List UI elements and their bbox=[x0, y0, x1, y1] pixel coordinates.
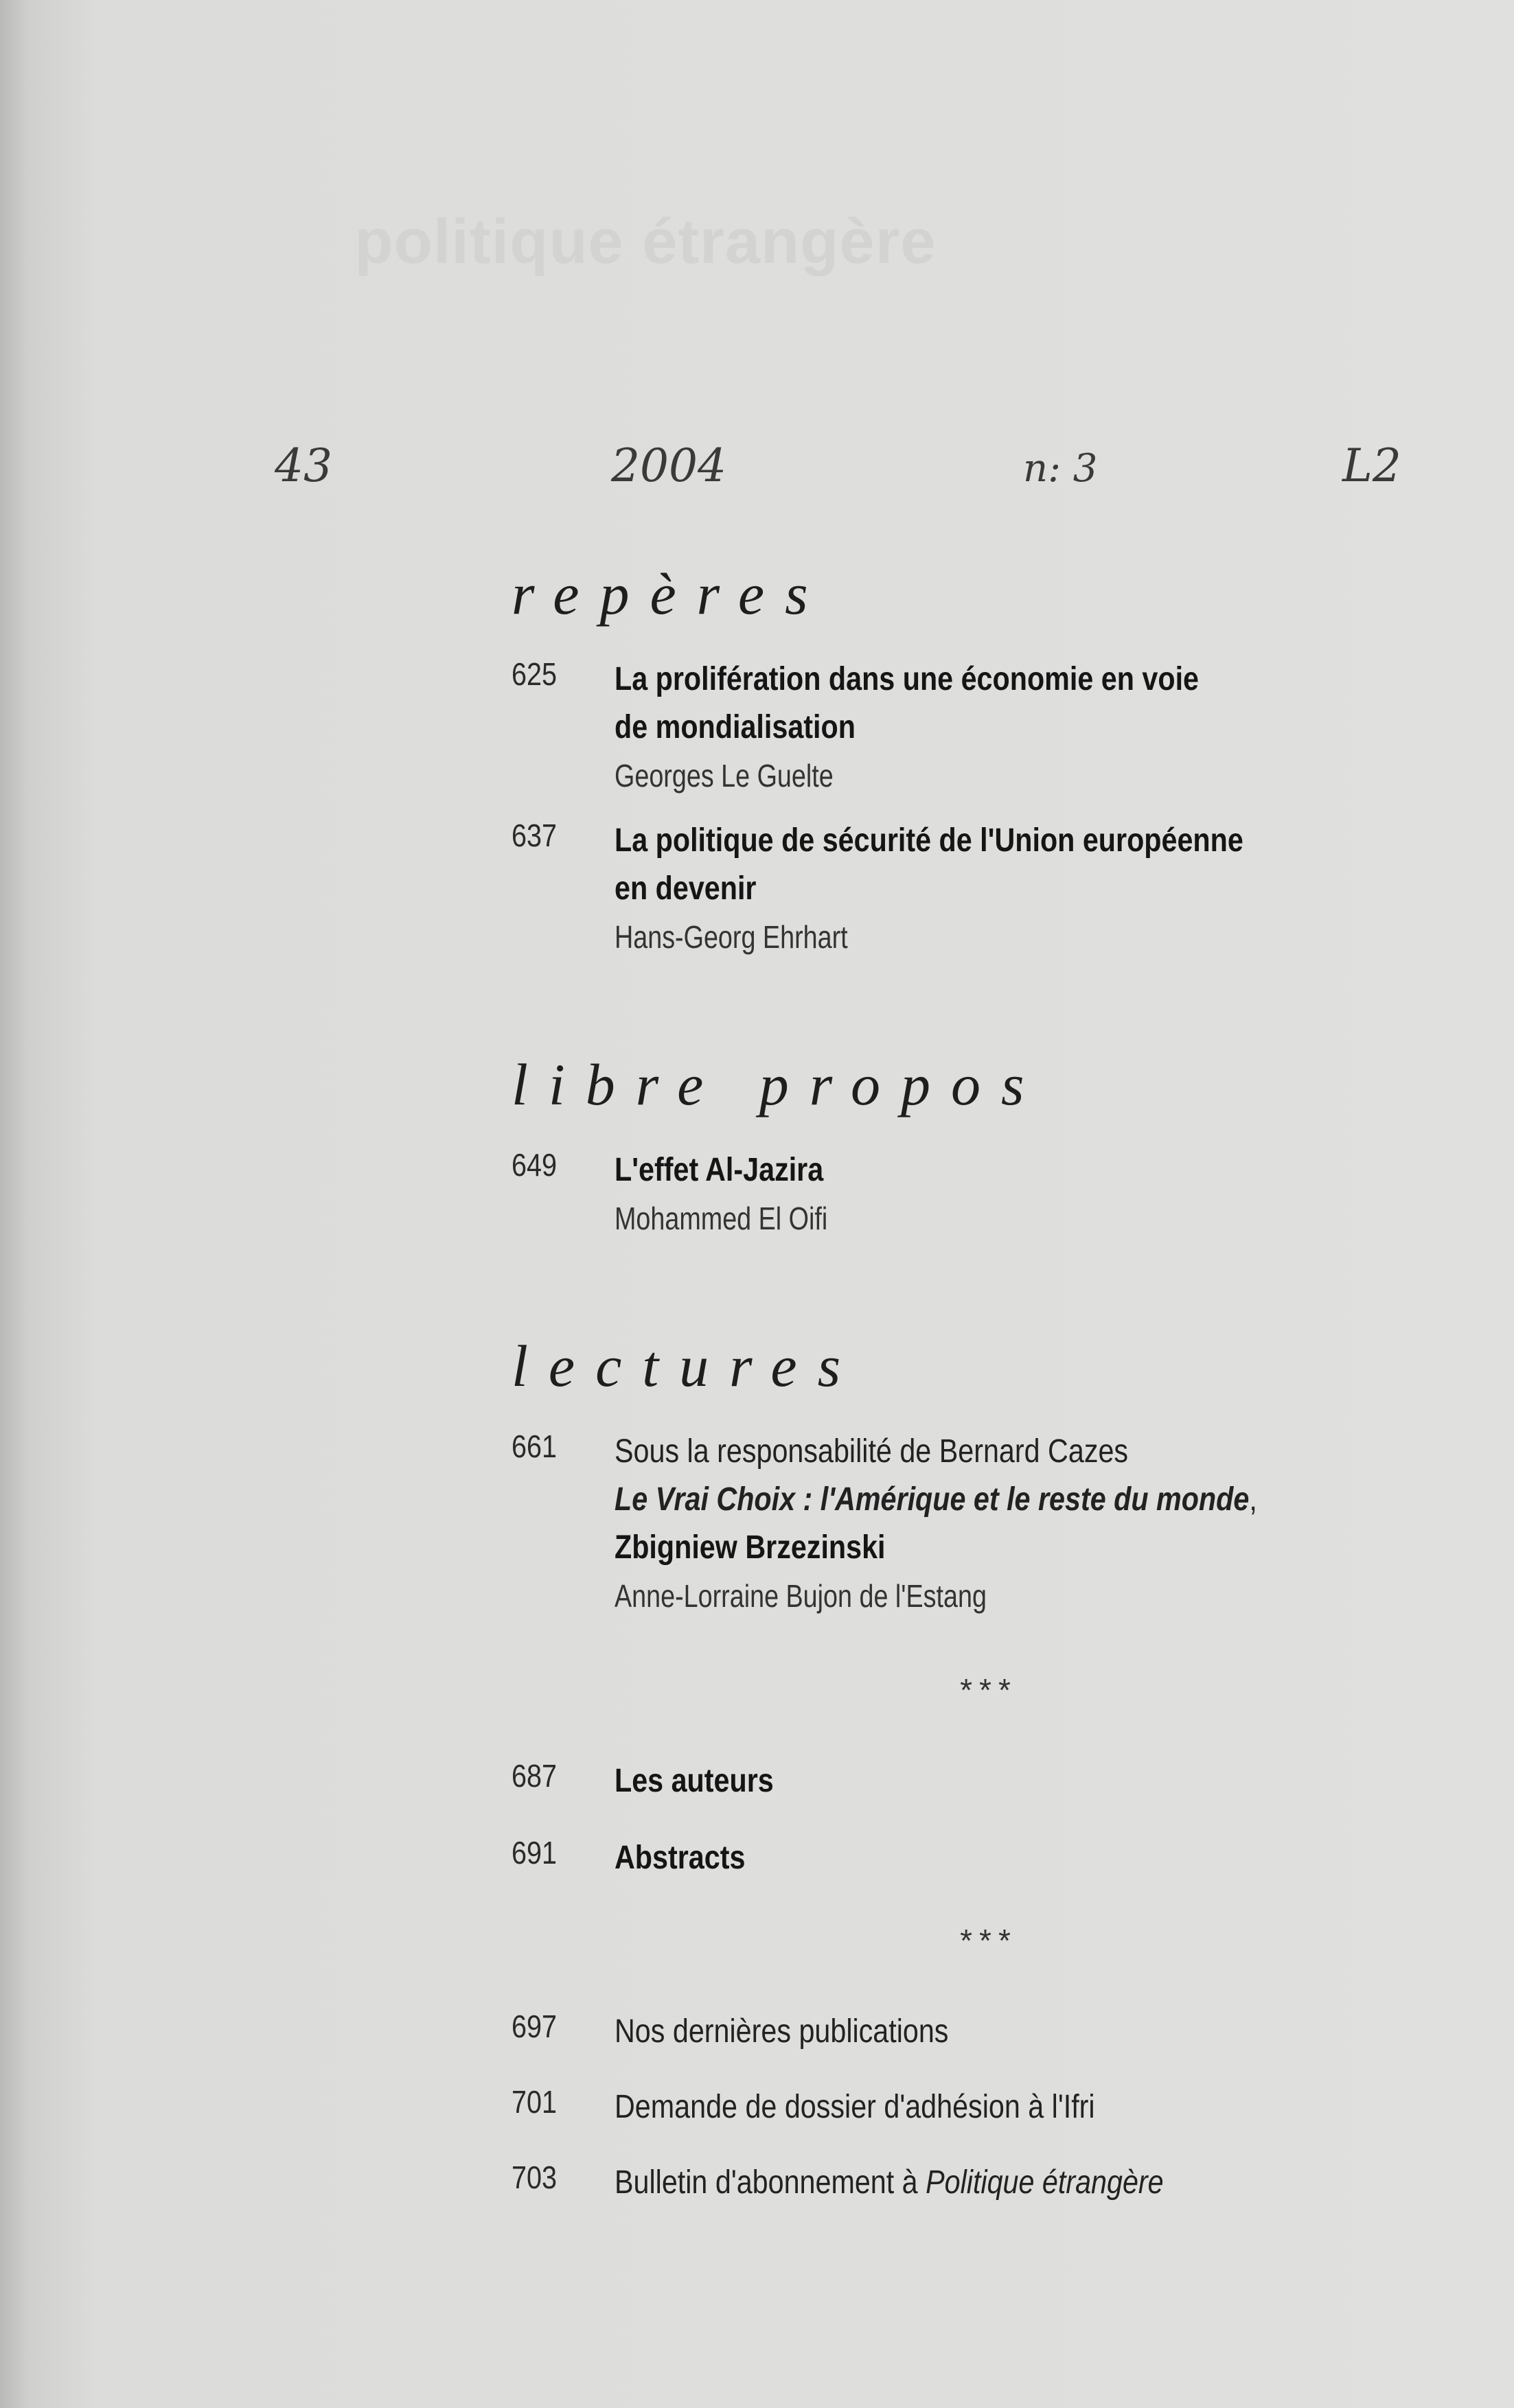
entry-title-cont: en devenir bbox=[615, 870, 757, 907]
entry-title-prefix: Bulletin d'abonnement à bbox=[615, 2164, 926, 2201]
toc-entry bbox=[512, 2008, 1404, 2056]
entry-title: Nos dernières publications bbox=[615, 2013, 949, 2050]
book-title-line: Le Vrai Choix : l'Amérique et le reste du monde, bbox=[615, 1481, 1257, 1518]
section-title-lectures: lectures bbox=[512, 1333, 862, 1399]
entry-title: Abstracts bbox=[615, 1840, 746, 1876]
separator: *** bbox=[960, 1923, 1018, 1958]
entry-title: La politique de sécurité de l'Union européenne bbox=[615, 822, 1243, 859]
book-author: Zbigniew Brzezinski bbox=[615, 1529, 886, 1566]
toc-entry bbox=[512, 656, 1404, 800]
entry-author: Hans-Georg Ehrhart bbox=[615, 919, 848, 955]
page-number: 649 bbox=[512, 1147, 558, 1183]
entry-title: Les auteurs bbox=[615, 1763, 774, 1799]
toc-entry bbox=[512, 2159, 1404, 2207]
book-title: Le Vrai Choix : l'Amérique et le reste du monde bbox=[615, 1481, 1250, 1518]
section-title-libre-propos: libre propos bbox=[512, 1052, 1045, 1118]
page-number: 701 bbox=[512, 2084, 558, 2120]
show-through-title: politique étrangère bbox=[354, 207, 937, 277]
page-number: 661 bbox=[512, 1428, 558, 1464]
page-number: 697 bbox=[512, 2008, 558, 2044]
handwritten-note-year: 2004 bbox=[611, 439, 726, 492]
page-number: 703 bbox=[512, 2160, 558, 2195]
page-number: 691 bbox=[512, 1835, 558, 1871]
entry-author: Georges Le Guelte bbox=[615, 758, 834, 794]
toc-entry bbox=[512, 2083, 1404, 2131]
entry-title-cont: de mondialisation bbox=[615, 709, 856, 745]
journal-name: Politique étrangère bbox=[926, 2164, 1164, 2201]
entry-intro: Sous la responsabilité de Bernard Cazes bbox=[615, 1433, 1129, 1470]
entry-author: Mohammed El Oifi bbox=[615, 1201, 828, 1236]
page-number: 625 bbox=[512, 656, 558, 692]
entry-title: L'effet Al-Jazira bbox=[615, 1152, 824, 1188]
toc-entry bbox=[512, 1428, 1404, 1620]
entry-title: La prolifération dans une économie en voie bbox=[615, 661, 1199, 697]
handwritten-note-code: L2 bbox=[1342, 439, 1401, 492]
page-number: 687 bbox=[512, 1758, 558, 1794]
page-number: 637 bbox=[512, 818, 558, 853]
toc-entry bbox=[512, 1757, 1404, 1805]
toc-entry bbox=[512, 1146, 1404, 1242]
entry-title bbox=[615, 2159, 1294, 2207]
separator: *** bbox=[960, 1672, 1018, 1708]
entry-title: Demande de dossier d'adhésion à l'Ifri bbox=[615, 2089, 1095, 2125]
toc-entry bbox=[512, 817, 1404, 961]
entry-author: Anne-Lorraine Bujon de l'Estang bbox=[615, 1578, 987, 1614]
handwritten-note-1: 43 bbox=[275, 439, 332, 492]
toc-entry bbox=[512, 1834, 1404, 1882]
handwritten-note-issue: n: 3 bbox=[1023, 446, 1098, 491]
section-title-reperes: repères bbox=[512, 561, 829, 627]
